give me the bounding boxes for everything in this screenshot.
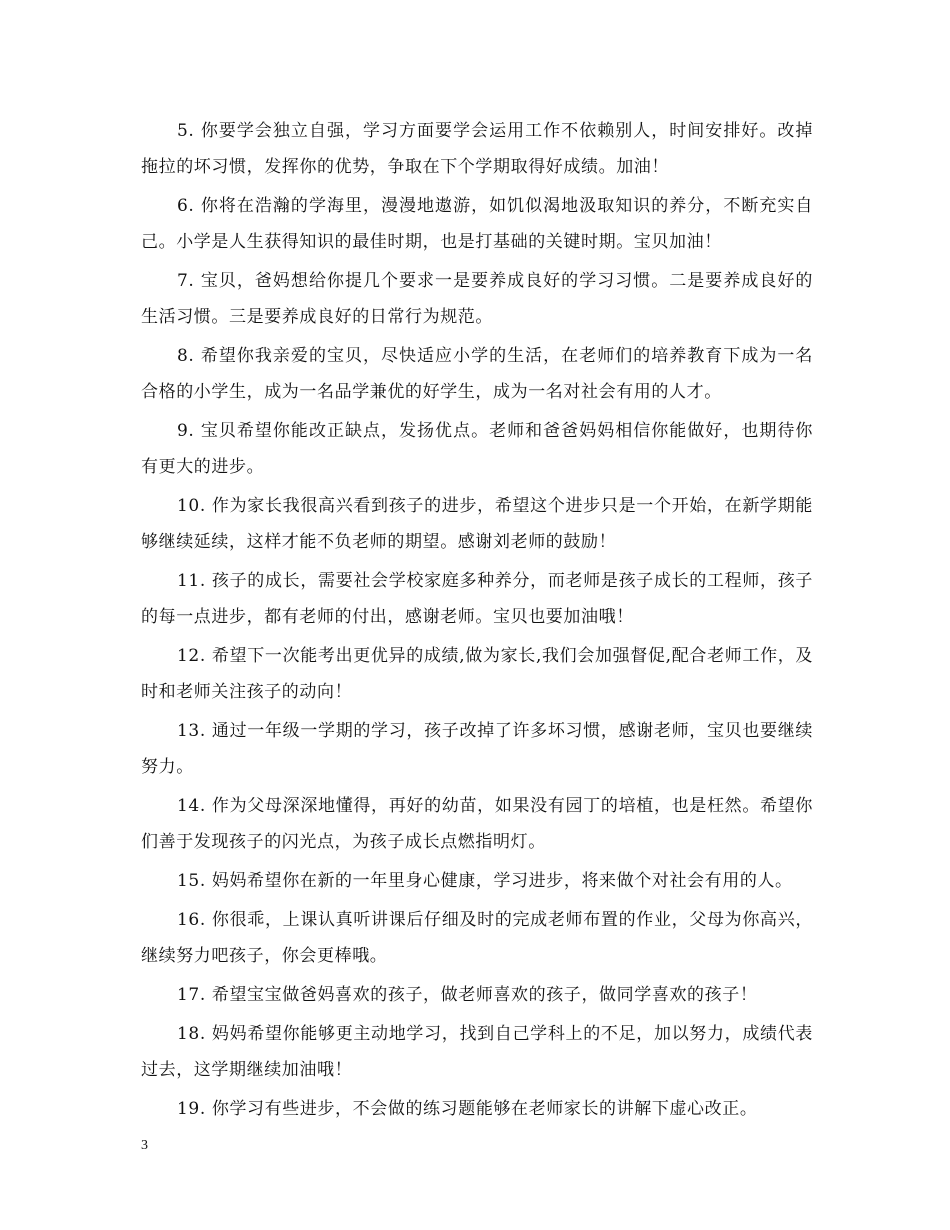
paragraph-18 (141, 1016, 813, 1088)
paragraph-12 (141, 638, 813, 710)
paragraph-14 (141, 788, 813, 860)
paragraph-9 (141, 413, 813, 485)
paragraph-text: 通过一年级一学期的学习，孩子改掉了许多坏习惯，感谢老师，宝贝也要继续努力。 (141, 721, 813, 777)
paragraph-text: 宝贝，爸妈想给你提几个要求一是要养成良好的学习习惯。二是要养成良好的生活习惯。三是要养成良好的日常行为规范。 (141, 271, 813, 327)
paragraph-13 (141, 713, 813, 785)
paragraph-text: 宝贝希望你能改正缺点，发扬优点。老师和爸爸妈妈相信你能做好，也期待你有更大的进步。 (141, 421, 813, 477)
item-number: 13. (177, 721, 206, 741)
item-number: 14. (177, 796, 206, 816)
item-number: 7. (177, 271, 195, 291)
paragraph-7 (141, 263, 813, 335)
paragraph-text: 孩子的成长，需要社会学校家庭多种养分，而老师是孩子成长的工程师，孩子的每一点进步，都有老师的付出，感谢老师。宝贝也要加油哦！ (141, 571, 813, 627)
paragraph-text: 希望下一次能考出更优异的成绩,做为家长,我们会加强督促,配合老师工作，及时和老师关注孩子的动向！ (141, 646, 813, 702)
paragraph-8 (141, 338, 813, 410)
paragraph-text: 希望你我亲爱的宝贝，尽快适应小学的生活，在老师们的培养教育下成为一名合格的小学生，成为一名品学兼优的好学生，成为一名对社会有用的人才。 (141, 346, 813, 402)
item-number: 9. (177, 421, 195, 441)
paragraph-5 (141, 113, 813, 185)
item-number: 12. (177, 646, 206, 666)
paragraph-text: 你将在浩瀚的学海里，漫漫地遨游，如饥似渴地汲取知识的养分，不断充实自己。小学是人生获得知识的最佳时期，也是打基础的关键时期。宝贝加油！ (141, 196, 813, 252)
item-number: 5. (177, 121, 195, 141)
paragraph-text: 妈妈希望你在新的一年里身心健康，学习进步，将来做个对社会有用的人。 (211, 871, 793, 891)
paragraph-10 (141, 488, 813, 560)
paragraph-text: 你学习有些进步，不会做的练习题能够在老师家长的讲解下虚心改正。 (211, 1099, 758, 1119)
paragraph-text: 你要学会独立自强，学习方面要学会运用工作不依赖别人，时间安排好。改掉拖拉的坏习惯，发挥你的优势，争取在下个学期取得好成绩。加油！ (141, 121, 813, 177)
paragraph-text: 作为父母深深地懂得，再好的幼苗，如果没有园丁的培植，也是枉然。希望你们善于发现孩子的闪光点，为孩子成长点燃指明灯。 (141, 796, 813, 852)
item-number: 19. (177, 1099, 206, 1119)
page-number: 3 (141, 1138, 148, 1153)
paragraph-text: 作为家长我很高兴看到孩子的进步，希望这个进步只是一个开始，在新学期能够继续延续，这样才能不负老师的期望。感谢刘老师的鼓励！ (141, 496, 813, 552)
paragraph-16 (141, 902, 813, 974)
item-number: 16. (177, 910, 206, 930)
item-number: 15. (177, 871, 206, 891)
paragraph-17 (141, 977, 813, 1013)
item-number: 17. (177, 985, 206, 1005)
document-body (141, 113, 813, 1130)
paragraph-11 (141, 563, 813, 635)
paragraph-6 (141, 188, 813, 260)
item-number: 11. (177, 571, 206, 591)
paragraph-15 (141, 863, 813, 899)
paragraph-text: 妈妈希望你能够更主动地学习，找到自己学科上的不足，加以努力，成绩代表过去，这学期继续加油哦！ (141, 1024, 813, 1080)
item-number: 10. (177, 496, 206, 516)
paragraph-text: 你很乖，上课认真听讲课后仔细及时的完成老师布置的作业，父母为你高兴，继续努力吧孩子，你会更棒哦。 (141, 910, 813, 966)
item-number: 18. (177, 1024, 206, 1044)
item-number: 8. (177, 346, 195, 366)
item-number: 6. (177, 196, 195, 216)
paragraph-19 (141, 1091, 813, 1127)
paragraph-text: 希望宝宝做爸妈喜欢的孩子，做老师喜欢的孩子，做同学喜欢的孩子！ (211, 985, 758, 1005)
